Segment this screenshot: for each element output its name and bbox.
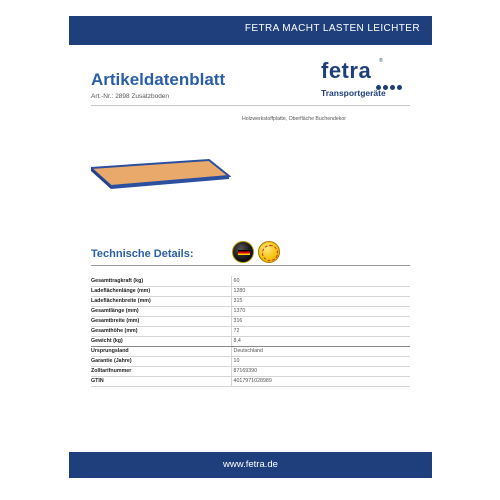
logo-subtitle: Transportgeräte xyxy=(321,88,386,98)
spec-key: Ladeflächenlänge (mm) xyxy=(91,286,231,296)
divider xyxy=(91,265,410,266)
logo-brand: fetra xyxy=(321,58,372,83)
spec-value: 8,4 xyxy=(231,336,410,346)
slogan: FETRA MACHT LASTEN LEICHTER xyxy=(244,23,420,34)
table-row xyxy=(91,326,410,336)
spec-value: 10 xyxy=(231,356,410,366)
table-row xyxy=(91,306,410,316)
table-row xyxy=(91,336,410,346)
germany-flag-icon xyxy=(238,250,250,255)
table-row xyxy=(91,286,410,296)
warranty-10-years-badge-icon xyxy=(258,241,280,263)
spec-key: Gesamthöhe (mm) xyxy=(91,326,231,336)
table-row xyxy=(91,356,410,366)
top-banner xyxy=(69,16,432,45)
table-row xyxy=(91,296,410,306)
fetra-logo xyxy=(321,58,411,103)
divider xyxy=(91,105,410,106)
product-description: Holzwerkstoffplatte, Oberfläche Buchendekor xyxy=(242,116,346,122)
spec-key: Gesamtbreite (mm) xyxy=(91,316,231,326)
table-row xyxy=(91,276,410,286)
spec-key: Ursprungsland xyxy=(91,346,231,356)
product-image xyxy=(91,150,231,200)
spec-value: Deutschland xyxy=(231,346,410,356)
spec-key: Garantie (Jahre) xyxy=(91,356,231,366)
spec-key: Ladeflächenbreite (mm) xyxy=(91,296,231,306)
spec-key: GTIN xyxy=(91,376,231,386)
bottom-banner xyxy=(69,452,432,478)
spec-value: 4017971028989 xyxy=(231,376,410,386)
footer-url-link[interactable]: www.fetra.de xyxy=(223,459,278,470)
spec-value: 1280 xyxy=(231,286,410,296)
spec-table xyxy=(91,276,410,387)
spec-key: Gesamtlänge (mm) xyxy=(91,306,231,316)
spec-value: 72 xyxy=(231,326,410,336)
table-row xyxy=(91,346,410,356)
spec-value: 316 xyxy=(231,316,410,326)
table-row xyxy=(91,316,410,326)
datasheet-page xyxy=(69,0,432,500)
spec-value: 1370 xyxy=(231,306,410,316)
spec-key: Gewicht (kg) xyxy=(91,336,231,346)
spec-value: 60 xyxy=(231,276,410,286)
spec-value: 87169390 xyxy=(231,366,410,376)
logo-dots-icon xyxy=(376,77,406,83)
warranty-ring-icon xyxy=(262,245,278,261)
section-title: Technische Details: xyxy=(91,248,194,260)
made-in-germany-badge-icon xyxy=(232,241,254,263)
spec-key: Zolltarifnummer xyxy=(91,366,231,376)
spec-key: Gesamttragkraft (kg) xyxy=(91,276,231,286)
spec-value: 315 xyxy=(231,296,410,306)
article-number: Art.-Nr.: 2898 Zusatzboden xyxy=(91,93,170,100)
page-title: Artikeldatenblatt xyxy=(91,70,226,89)
table-row xyxy=(91,376,410,386)
logo-registered-mark: ® xyxy=(379,58,383,64)
table-row xyxy=(91,366,410,376)
